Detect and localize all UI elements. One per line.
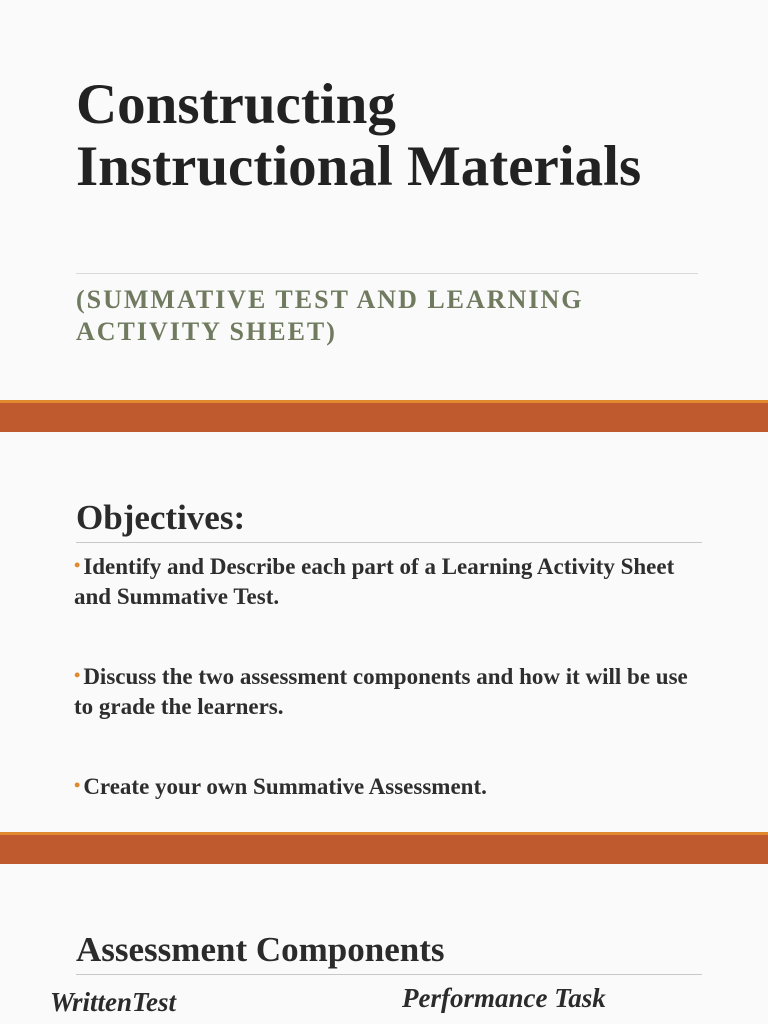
objective-text: Create your own Summative Assessment. xyxy=(83,774,487,799)
objective-text: Discuss the two assessment components and how it will be use to grade the learners. xyxy=(74,664,688,719)
slide-separator-band xyxy=(0,832,768,864)
objective-item xyxy=(74,550,694,612)
objective-item xyxy=(74,660,694,722)
objectives-heading: Objectives: xyxy=(76,498,246,537)
bullet-icon: • xyxy=(74,665,81,685)
performance-task-label: Performance Task xyxy=(402,983,606,1013)
assessment-divider xyxy=(76,974,702,975)
objectives-slide xyxy=(0,432,768,832)
written-test-label: WrittenTest xyxy=(50,987,177,1017)
bullet-icon: • xyxy=(74,775,81,795)
subtitle: (SUMMATIVE TEST AND LEARNING ACTIVITY SHEET) xyxy=(76,285,584,346)
objectives-list xyxy=(74,550,694,802)
objective-text: Identify and Describe each part of a Learning Activity Sheet and Summative Test. xyxy=(74,554,675,609)
main-title: Constructing Instructional Materials xyxy=(76,73,642,198)
title-divider xyxy=(76,273,698,274)
bullet-icon: • xyxy=(74,555,81,575)
assessment-heading: Assessment Components xyxy=(76,930,445,969)
slide-separator-band xyxy=(0,400,768,432)
title-slide xyxy=(0,0,768,400)
objective-item xyxy=(74,770,694,802)
objectives-divider xyxy=(76,542,702,543)
assessment-slide xyxy=(0,864,768,1024)
